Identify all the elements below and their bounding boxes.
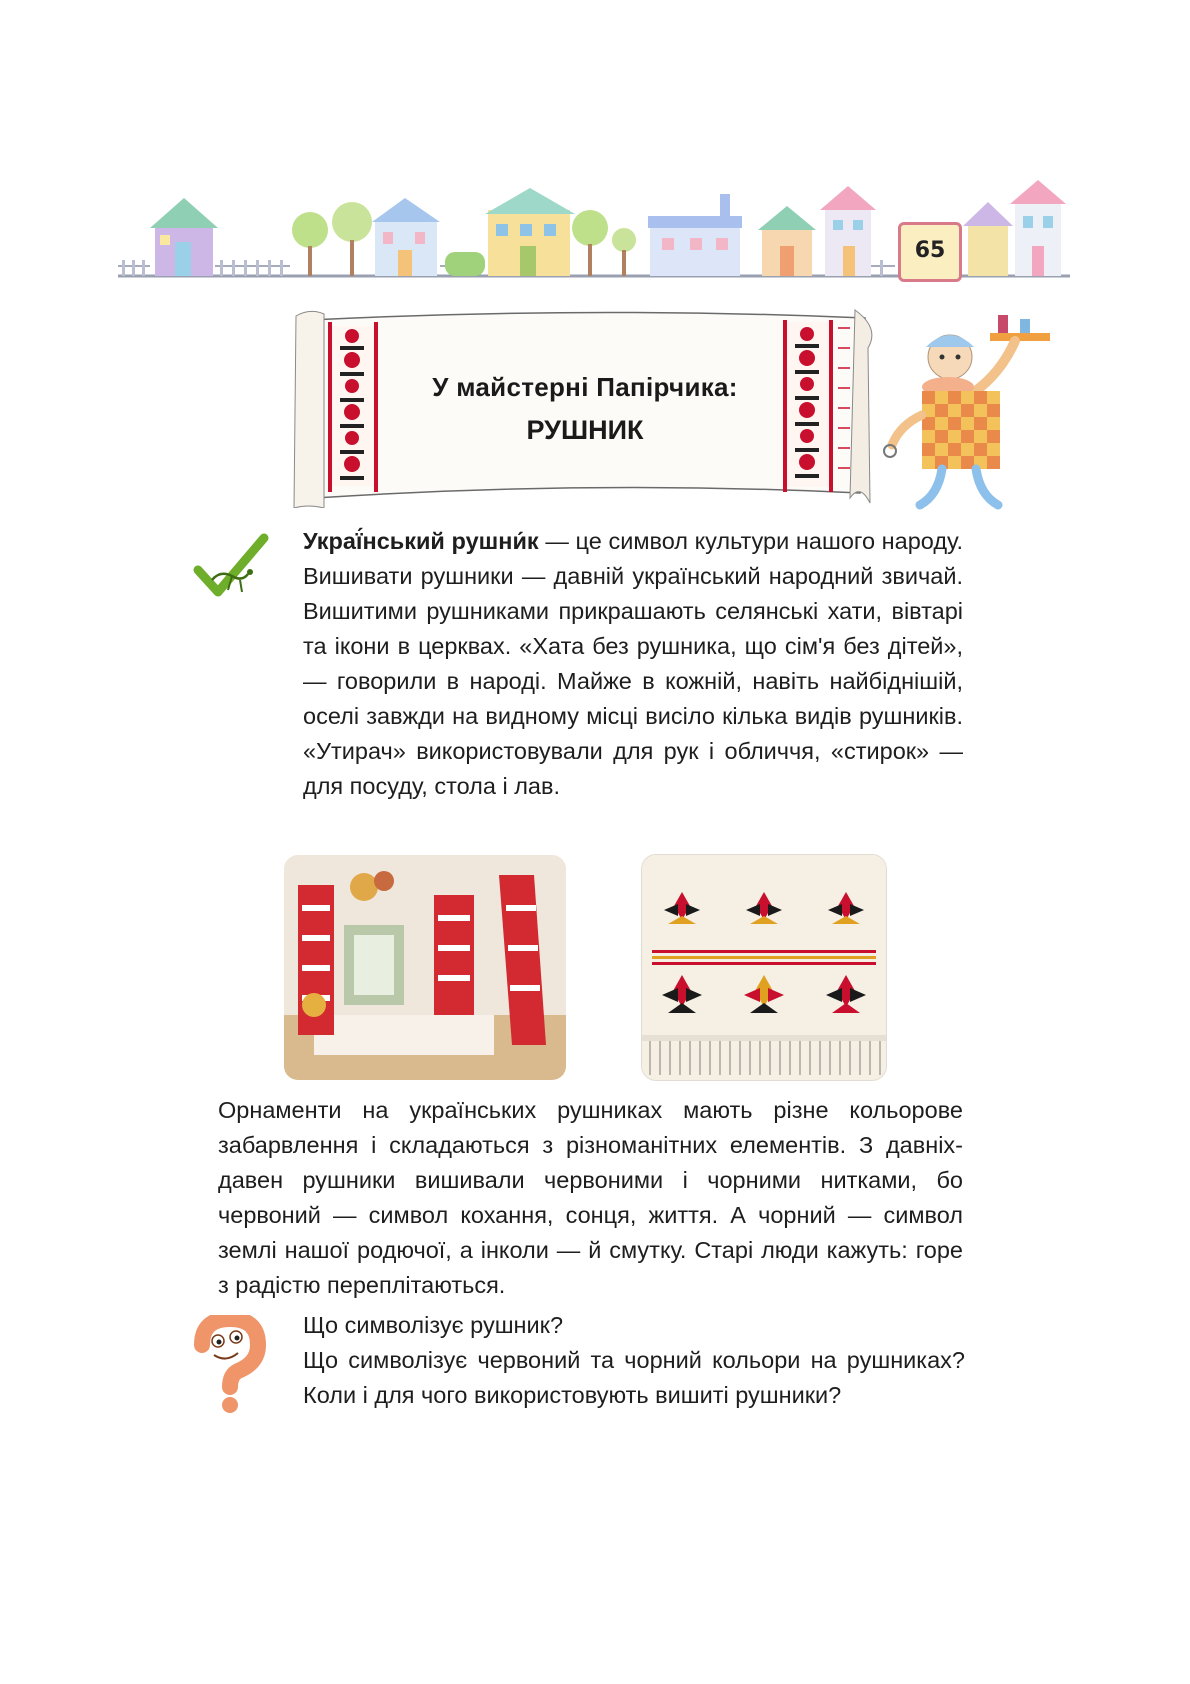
- question-2: Що символізує червоний та чорний кольори на рушниках? Коли і для чого використовують вишиті рушники?: [303, 1347, 965, 1408]
- paragraph-ornaments: [218, 1093, 963, 1303]
- paper-man-character: [880, 305, 1080, 515]
- paragraph-body: Орнаменти на українських рушниках мають різне кольорове забарвлення і складаються з різноманітних елементів. З давніх-давен рушники вишивали червоними і чорними нитками, бо червоний — символ кохання, сонця, життя. А чорний — символ землі нашої родючої, а інколи — й смутку. Старі люди кажуть: горе з радістю переплітаються.: [218, 1097, 963, 1298]
- towel-banner-illustration: [290, 308, 880, 508]
- title-line-2: РУШНИК: [526, 415, 644, 445]
- question-1: Що символізує рушник?: [303, 1312, 564, 1338]
- title-line-1: У майстерні Папірчика:: [432, 372, 738, 402]
- page-number: 65: [914, 238, 946, 263]
- village-header-illustration: [0, 180, 1190, 290]
- paragraph-body: — це символ культури нашого народу. Вишивати рушники — давній український народний звичай. Вишитими рушниками прикрашають селянські хати, вівтарі та ікони в церквах. «Хата без рушника, що сім'я без дітей», — говорили в народі. Майже в кожній, навіть найбіднішій, оселі завжди на видному місці висіло кілька видів рушників. «Утирач» використовували для рук і обличчя, «стирок» — для посуду, стола і лав.: [303, 528, 963, 799]
- questions-block: [303, 1308, 965, 1413]
- paragraph-towel-intro: [303, 524, 963, 804]
- grasshopper-checkmark-icon: [192, 530, 272, 605]
- photo-embroidered-towel: [642, 855, 886, 1080]
- photo-towels-on-wall: [284, 855, 566, 1080]
- question-mark-character-icon: [188, 1315, 268, 1415]
- page-number-box: [898, 222, 962, 282]
- paragraph-lead-term: Украї́нський рушни́к: [303, 528, 539, 554]
